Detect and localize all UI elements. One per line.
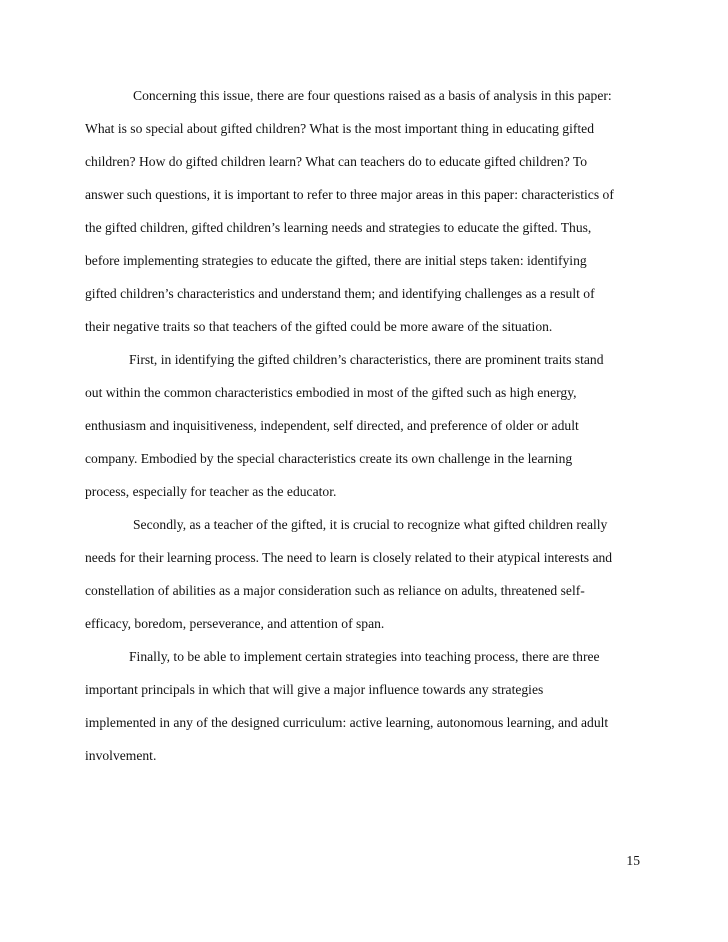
paragraph-1-line-7: gifted children’s characteristics and understand them; and identifying challenges as a result of: [85, 286, 595, 301]
paragraph-2-line-3: enthusiasm and inquisitiveness, independent, self directed, and preference of older or adult: [85, 418, 579, 433]
paragraph-3-line-4: efficacy, boredom, perseverance, and attention of span.: [85, 616, 385, 631]
paragraph-3-line-3: constellation of abilities as a major consideration such as reliance on adults, threatened self-: [85, 583, 585, 598]
page-number: 15: [626, 853, 640, 868]
paragraph-2-line-1: First, in identifying the gifted children’s characteristics, there are prominent traits stand: [129, 352, 604, 367]
paragraph-4-line-3: implemented in any of the designed curriculum: active learning, autonomous learning, and adult: [85, 715, 609, 730]
paragraph-1-line-4: answer such questions, it is important to refer to three major areas in this paper: characteristics of: [85, 187, 614, 202]
paragraph-2-line-5: process, especially for teacher as the educator.: [85, 484, 337, 499]
paragraph-1-line-6: before implementing strategies to educate the gifted, there are initial steps taken: identifying: [85, 253, 587, 268]
paragraph-1-line-3: children? How do gifted children learn? What can teachers do to educate gifted children? To: [85, 154, 588, 169]
paragraph-2-line-2: out within the common characteristics embodied in most of the gifted such as high energy,: [85, 385, 577, 400]
paragraph-3-line-2: needs for their learning process. The need to learn is closely related to their atypical interests and: [85, 550, 613, 565]
paragraph-4-line-1: Finally, to be able to implement certain strategies into teaching process, there are three: [129, 649, 600, 664]
paragraph-1-line-2: What is so special about gifted children? What is the most important thing in educating gifted: [85, 121, 595, 136]
paragraph-2-line-4: company. Embodied by the special characteristics create its own challenge in the learning: [85, 451, 573, 466]
paragraph-4-line-2: important principals in which that will give a major influence towards any strategies: [85, 682, 544, 697]
paragraph-1-line-5: the gifted children, gifted children’s learning needs and strategies to educate the gifted. Thus,: [85, 220, 592, 235]
paragraph-3-line-1: Secondly, as a teacher of the gifted, it is crucial to recognize what gifted children really: [133, 517, 608, 532]
paragraph-1-line-8: their negative traits so that teachers of the gifted could be more aware of the situation.: [85, 319, 553, 334]
paragraph-4-line-4: involvement.: [85, 748, 157, 763]
paragraph-1-line-1: Concerning this issue, there are four questions raised as a basis of analysis in this paper:: [133, 88, 612, 103]
